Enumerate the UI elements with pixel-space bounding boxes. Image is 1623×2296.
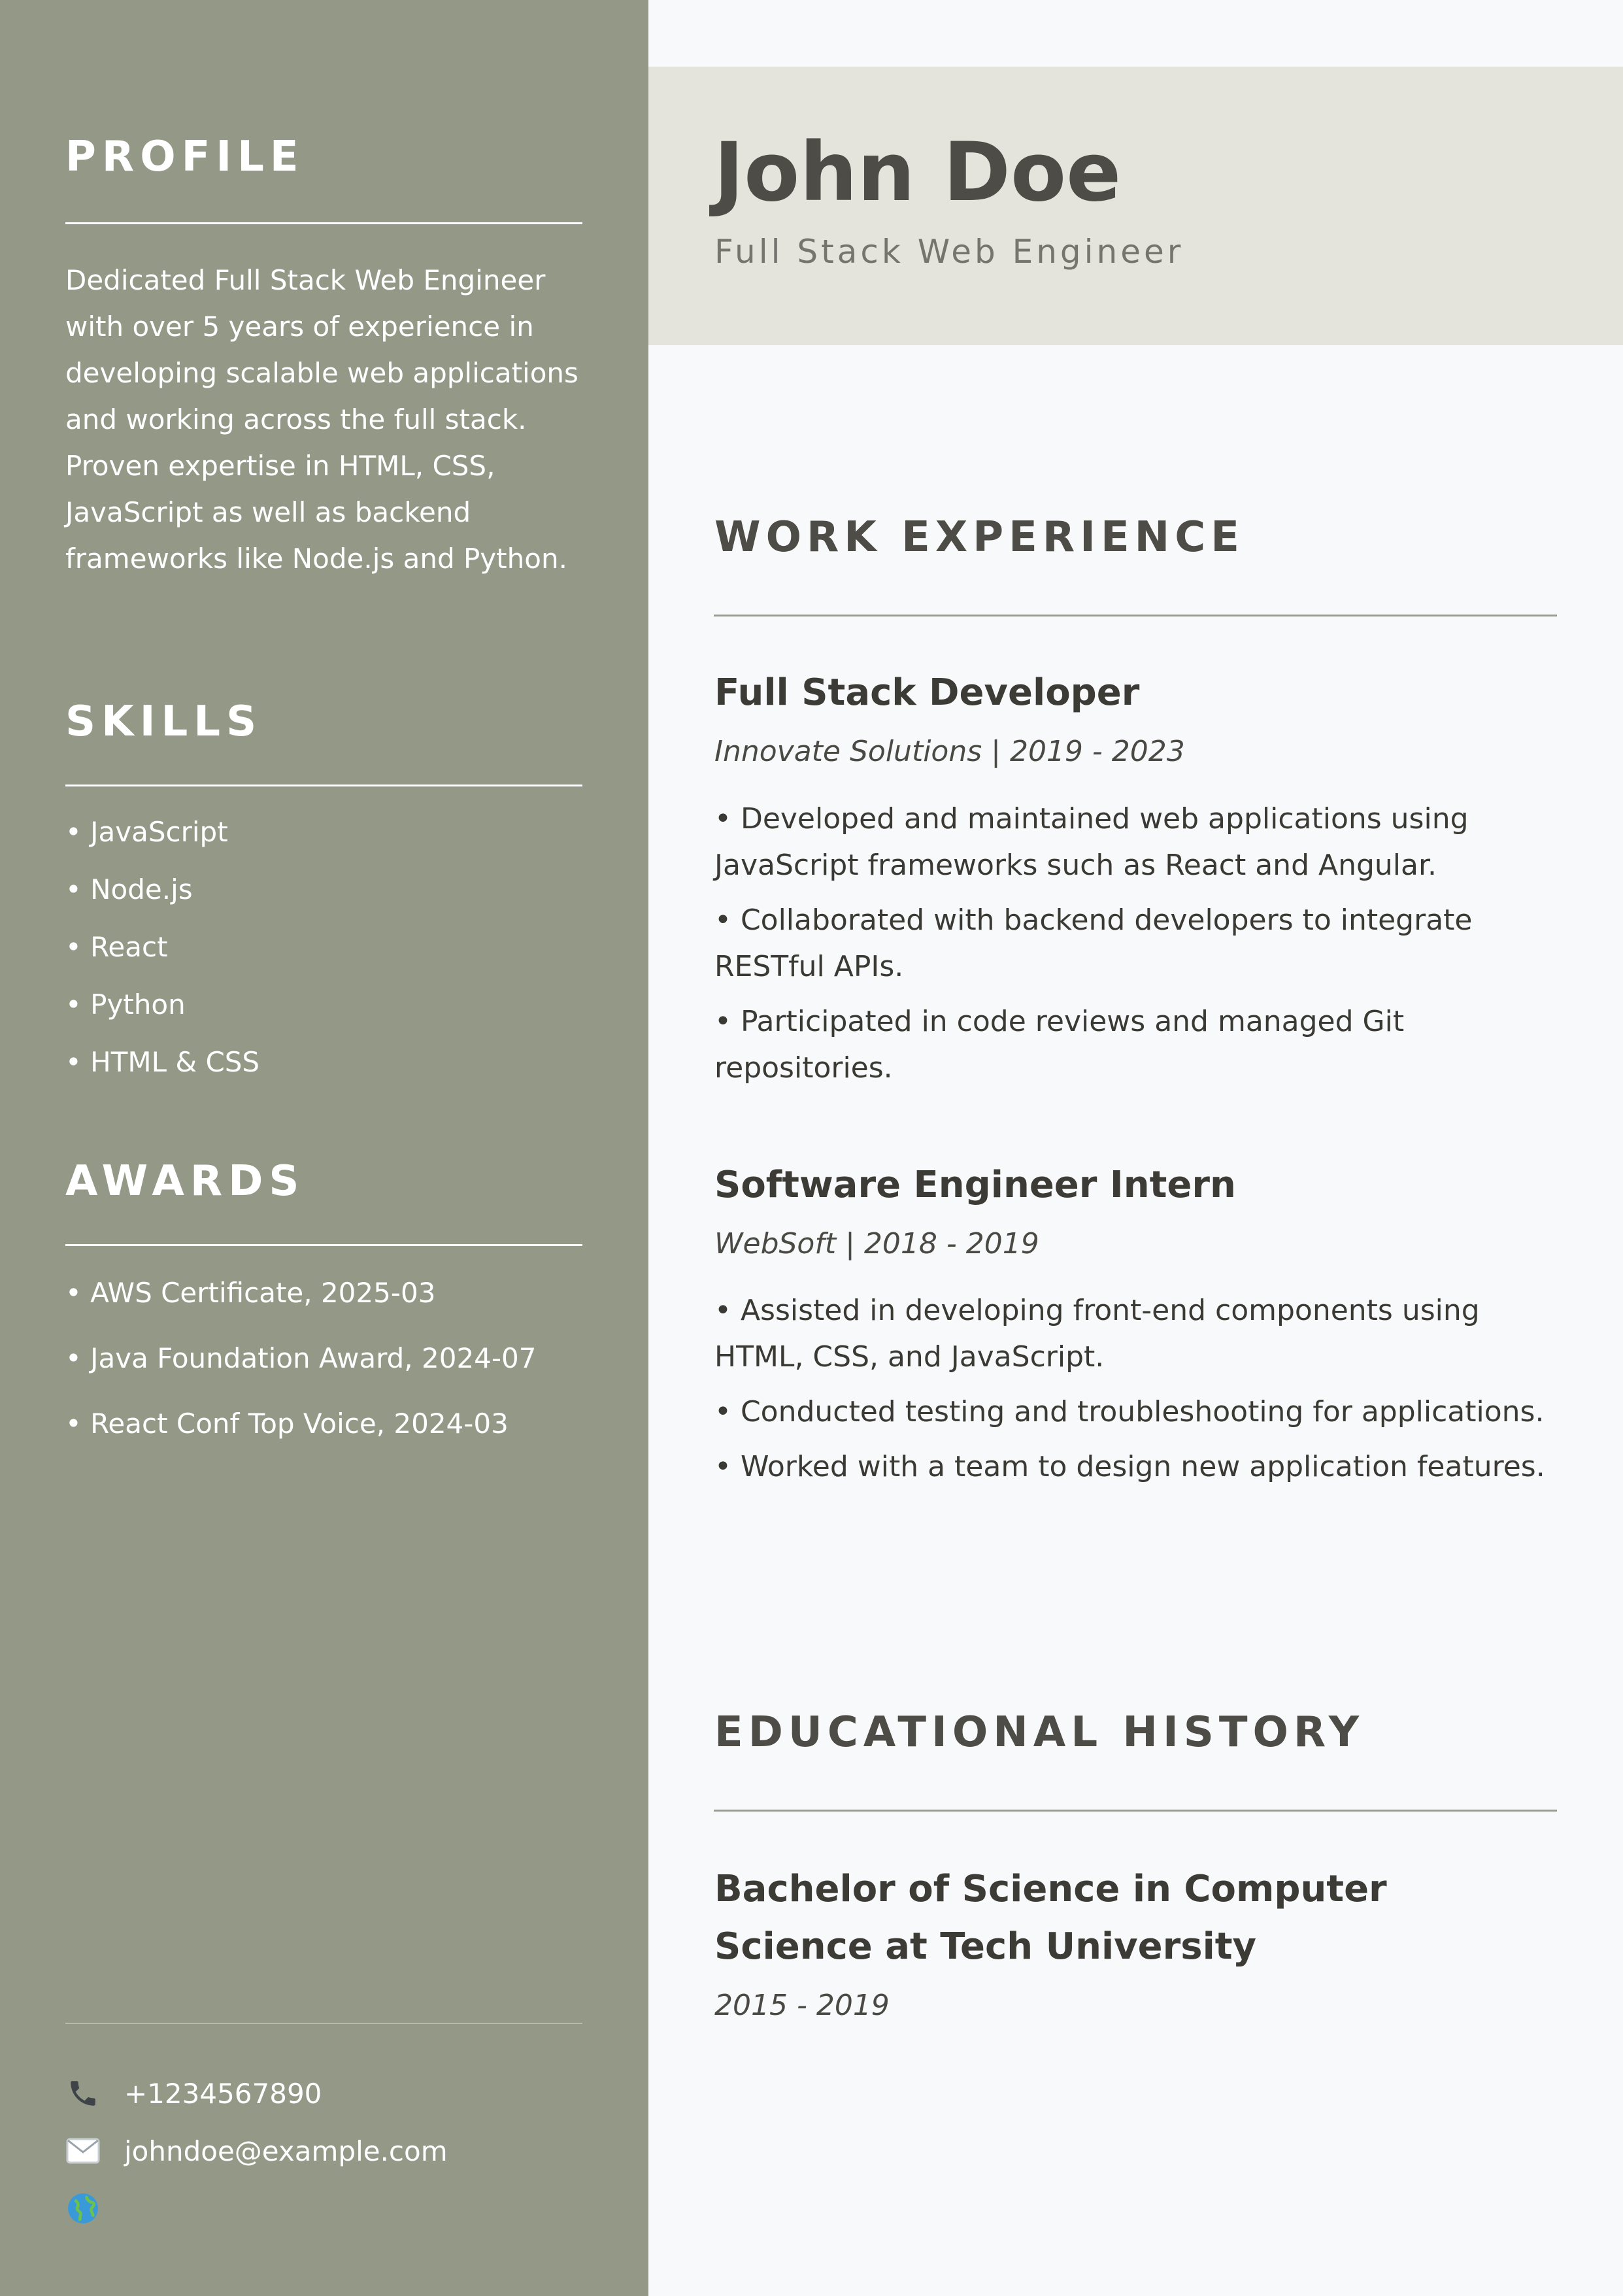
contact-website <box>65 2189 124 2228</box>
envelope-icon <box>65 2133 101 2169</box>
education-divider <box>714 1810 1557 1812</box>
education-years: 2015 - 2019 <box>714 1989 890 2022</box>
profile-heading: PROFILE <box>65 133 305 181</box>
job-meta: WebSoft | 2018 - 2019 <box>714 1227 1039 1260</box>
sidebar <box>0 0 648 2296</box>
profile-summary: Dedicated Full Stack Web Engineer with over 5 years of experience in developing scalable web applications and working across the full stack. Proven expertise in HTML, CSS, JavaScript as well as backend frameworks like Node.js and Python. <box>65 264 578 575</box>
email-address[interactable]: johndoe@example.com <box>124 2135 448 2167</box>
skills-divider <box>65 785 582 786</box>
award-item: • Java Foundation Award, 2024-07 <box>65 1342 537 1374</box>
skills-heading: SKILLS <box>65 698 263 746</box>
job-bullet: • Collaborated with backend developers to integrate RESTful APIs. <box>714 903 1473 983</box>
education-degree: Bachelor of Science in Computer Science at Tech University <box>714 1868 1387 1968</box>
job-title: Software Engineer Intern <box>714 1164 1236 1206</box>
award-item: • AWS Certificate, 2025-03 <box>65 1277 436 1309</box>
job-bullet: • Conducted testing and troubleshooting for applications. <box>714 1395 1545 1428</box>
profile-divider <box>65 222 582 224</box>
job-title: Full Stack Developer <box>714 671 1140 714</box>
contact-divider <box>65 2023 582 2024</box>
job-bullet: • Developed and maintained web applications using JavaScript frameworks such as React and Angular. <box>714 802 1469 882</box>
candidate-name: John Doe <box>714 126 1122 220</box>
education-heading: EDUCATIONAL HISTORY <box>714 1708 1365 1757</box>
job-bullets <box>714 1287 1558 1498</box>
skills-list <box>65 816 582 1104</box>
work-experience-heading: WORK EXPERIENCE <box>714 513 1245 562</box>
phone-number[interactable]: +1234567890 <box>124 2077 322 2110</box>
skill-item: • HTML & CSS <box>65 1046 260 1078</box>
job-bullets <box>714 796 1558 1100</box>
globe-icon[interactable] <box>65 2191 101 2226</box>
skill-item: • React <box>65 931 168 963</box>
profile-section <box>65 133 582 181</box>
awards-heading: AWARDS <box>65 1157 305 1206</box>
contact-email <box>65 2131 448 2170</box>
skill-item: • JavaScript <box>65 816 228 848</box>
skill-item: • Node.js <box>65 873 193 905</box>
awards-section <box>65 1157 582 1206</box>
awards-list <box>65 1277 582 1473</box>
award-item: • React Conf Top Voice, 2024-03 <box>65 1408 509 1440</box>
job-bullet: • Participated in code reviews and managed Git repositories. <box>714 1005 1405 1085</box>
skill-item: • Python <box>65 988 186 1021</box>
candidate-title: Full Stack Web Engineer <box>714 233 1184 271</box>
job-bullet: • Worked with a team to design new application features. <box>714 1450 1545 1483</box>
job-bullet: • Assisted in developing front-end components using HTML, CSS, and JavaScript. <box>714 1294 1480 1374</box>
phone-icon <box>65 2076 101 2111</box>
skills-section <box>65 698 582 746</box>
contact-phone <box>65 2074 322 2113</box>
work-experience-divider <box>714 615 1557 616</box>
job-meta: Innovate Solutions | 2019 - 2023 <box>714 735 1185 768</box>
awards-divider <box>65 1244 582 1246</box>
